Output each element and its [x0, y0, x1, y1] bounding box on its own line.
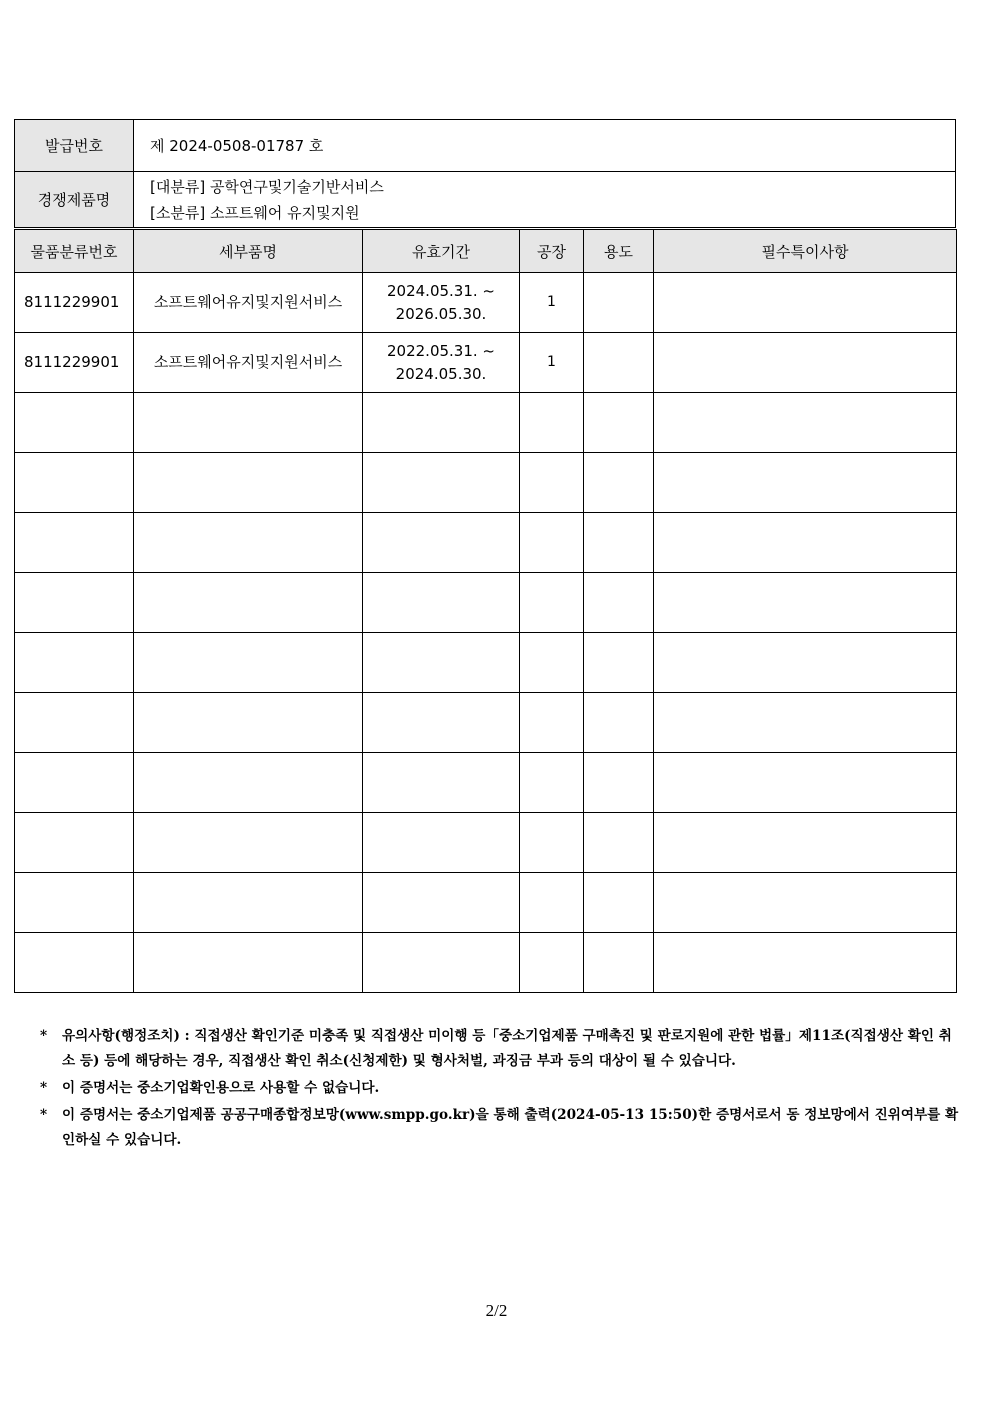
cell-usage: [584, 633, 654, 693]
cell-factory: [520, 393, 584, 453]
cell-code: 8111229901: [15, 333, 134, 393]
cell-code: [15, 693, 134, 753]
cell-name: [134, 933, 363, 993]
cell-period: [363, 453, 520, 513]
product-name-label: 경쟁제품명: [15, 172, 134, 228]
note-usage-restriction: [40, 1076, 960, 1101]
cell-code: [15, 873, 134, 933]
cell-note: [654, 813, 957, 873]
table-row: [15, 813, 957, 873]
cell-usage: [584, 333, 654, 393]
product-name-row: [15, 172, 956, 228]
cell-code: [15, 513, 134, 573]
cell-period: [363, 633, 520, 693]
issue-number-value: 제 2024-0508-01787 호: [134, 120, 956, 172]
cell-name: [134, 693, 363, 753]
cell-code: 8111229901: [15, 273, 134, 333]
cell-note: [654, 393, 957, 453]
table-row: [15, 273, 957, 333]
note-text: 이 증명서는 중소기업제품 공공구매종합정보망(www.smpp.go.kr)을 통해 출력(2024-05-13 15:50)한 증명서로서 동 정보망에서 진위여부를 확인하실 수 있습니다.: [62, 1107, 959, 1148]
table-row: [15, 753, 957, 813]
cell-period: [363, 753, 520, 813]
cell-name: [134, 633, 363, 693]
cell-code: [15, 633, 134, 693]
issue-info-table: [14, 119, 956, 228]
cell-usage: [584, 813, 654, 873]
note-marker: *: [40, 1107, 48, 1123]
cell-period: [363, 933, 520, 993]
cell-usage: [584, 393, 654, 453]
table-row: [15, 693, 957, 753]
cell-note: [654, 573, 957, 633]
cell-period: [363, 513, 520, 573]
cell-name: [134, 873, 363, 933]
cell-period: [363, 873, 520, 933]
header-validity-period: 유효기간: [363, 230, 520, 273]
cell-usage: [584, 573, 654, 633]
page-number: 2/2: [485, 1301, 508, 1320]
header-usage: 용도: [584, 230, 654, 273]
cell-usage: [584, 873, 654, 933]
product-table: [14, 229, 957, 993]
notes-section: [40, 1024, 960, 1155]
cell-note: [654, 273, 957, 333]
cell-factory: [520, 633, 584, 693]
cell-note: [654, 873, 957, 933]
cell-note: [654, 633, 957, 693]
cell-note: [654, 933, 957, 993]
cell-name: [134, 513, 363, 573]
cell-usage: [584, 453, 654, 513]
table-header-row: [15, 230, 957, 273]
cell-usage: [584, 513, 654, 573]
cell-code: [15, 813, 134, 873]
cell-period: [363, 813, 520, 873]
cell-usage: [584, 693, 654, 753]
cell-note: [654, 693, 957, 753]
cell-name: [134, 573, 363, 633]
note-text: 유의사항(행정조치) : 직접생산 확인기준 미충족 및 직접생산 미이행 등「중소기업제품 구매촉진 및 판로지원에 관한 법률」제11조(직접생산 확인 취소 등) 등에 해당하는 경우, 직접생산 확인 취소(신청제한) 및 형사처벌, 과징금 부과 등의 대상이 될 수 있습니다.: [62, 1028, 952, 1069]
note-marker: *: [40, 1080, 48, 1096]
cell-period: 2022.05.31. ~ 2024.05.30.: [363, 333, 520, 393]
cell-name: [134, 813, 363, 873]
cell-note: [654, 453, 957, 513]
cell-code: [15, 393, 134, 453]
cell-factory: [520, 933, 584, 993]
issue-number-label: 발급번호: [15, 120, 134, 172]
cell-factory: [520, 513, 584, 573]
cell-note: [654, 753, 957, 813]
note-verification: [40, 1103, 960, 1153]
cell-period: 2024.05.31. ~ 2026.05.30.: [363, 273, 520, 333]
cell-code: [15, 453, 134, 513]
table-row: [15, 513, 957, 573]
cell-factory: [520, 813, 584, 873]
cell-factory: [520, 873, 584, 933]
cell-factory: [520, 693, 584, 753]
cell-name: 소프트웨어유지및지원서비스: [134, 273, 363, 333]
cell-usage: [584, 273, 654, 333]
cell-code: [15, 573, 134, 633]
table-row: [15, 933, 957, 993]
cell-note: [654, 513, 957, 573]
cell-name: [134, 453, 363, 513]
minor-category: [소분류] 소프트웨어 유지및지원: [150, 203, 360, 222]
major-category: [대분류] 공학연구및기술기반서비스: [150, 177, 384, 196]
cell-name: [134, 393, 363, 453]
table-row: [15, 573, 957, 633]
note-administrative-action: [40, 1024, 960, 1074]
cell-factory: 1: [520, 333, 584, 393]
table-row: [15, 873, 957, 933]
cell-usage: [584, 753, 654, 813]
cell-usage: [584, 933, 654, 993]
cell-period: [363, 573, 520, 633]
product-name-value: [134, 172, 956, 228]
cell-period: [363, 393, 520, 453]
issue-number-row: [15, 120, 956, 172]
cell-note: [654, 333, 957, 393]
cell-period: [363, 693, 520, 753]
header-factory: 공장: [520, 230, 584, 273]
cell-code: [15, 753, 134, 813]
cell-name: 소프트웨어유지및지원서비스: [134, 333, 363, 393]
header-required-notes: 필수특이사항: [654, 230, 957, 273]
header-item-name: 세부품명: [134, 230, 363, 273]
note-marker: *: [40, 1028, 48, 1044]
cell-factory: 1: [520, 273, 584, 333]
cell-factory: [520, 753, 584, 813]
note-text: 이 증명서는 중소기업확인용으로 사용할 수 없습니다.: [62, 1080, 380, 1096]
cell-code: [15, 933, 134, 993]
cell-factory: [520, 573, 584, 633]
table-row: [15, 633, 957, 693]
header-classification-number: 물품분류번호: [15, 230, 134, 273]
table-row: [15, 453, 957, 513]
table-row: [15, 393, 957, 453]
cell-factory: [520, 453, 584, 513]
table-row: [15, 333, 957, 393]
cell-name: [134, 753, 363, 813]
